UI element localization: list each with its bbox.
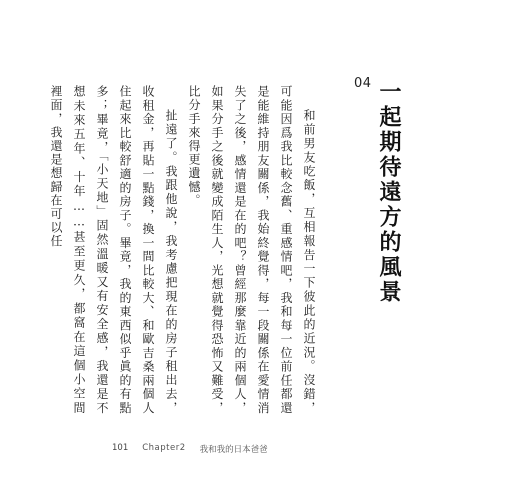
section-title: 一起期待遠方的風景 [376, 80, 402, 305]
paragraph-2: 扯遠了。我跟他說，我考慮把現在的房子租出去，收租金，再貼一點錢，換一間比較大、和歐吉桑兩個人住起來比較舒適的房子。畢竟，我的東西似乎眞的有點多；畢竟，「小天地」固然溫暖又有安全感，我還是不想未來五年、十年……甚至更久，都窩在這個小空間裡面，我還是想歸在可以任 [49, 85, 178, 415]
page-footer [112, 443, 268, 457]
running-header-title: 我和我的日本爸爸 [199, 445, 268, 455]
chapter-heading [354, 66, 410, 306]
running-header-chapter: Chapter2 [142, 443, 186, 453]
section-number: 04 [354, 76, 372, 91]
paragraph-1: 和前男友吃飯，互相報告一下彼此的近況。沒錯，可能因爲我比較念舊、重感情吧，我和每一位前任都還是能維持朋友關係，我始終覺得，每一段關係在愛情消失了之後，感情還是在的吧？曾經那麼靠近的兩個人，如果分手之後就變成陌生人，光想就覺得恐怖又難受，比分手來得更遺憾。 [187, 85, 316, 415]
page-number: 101 [112, 443, 129, 453]
body-text [49, 85, 320, 415]
